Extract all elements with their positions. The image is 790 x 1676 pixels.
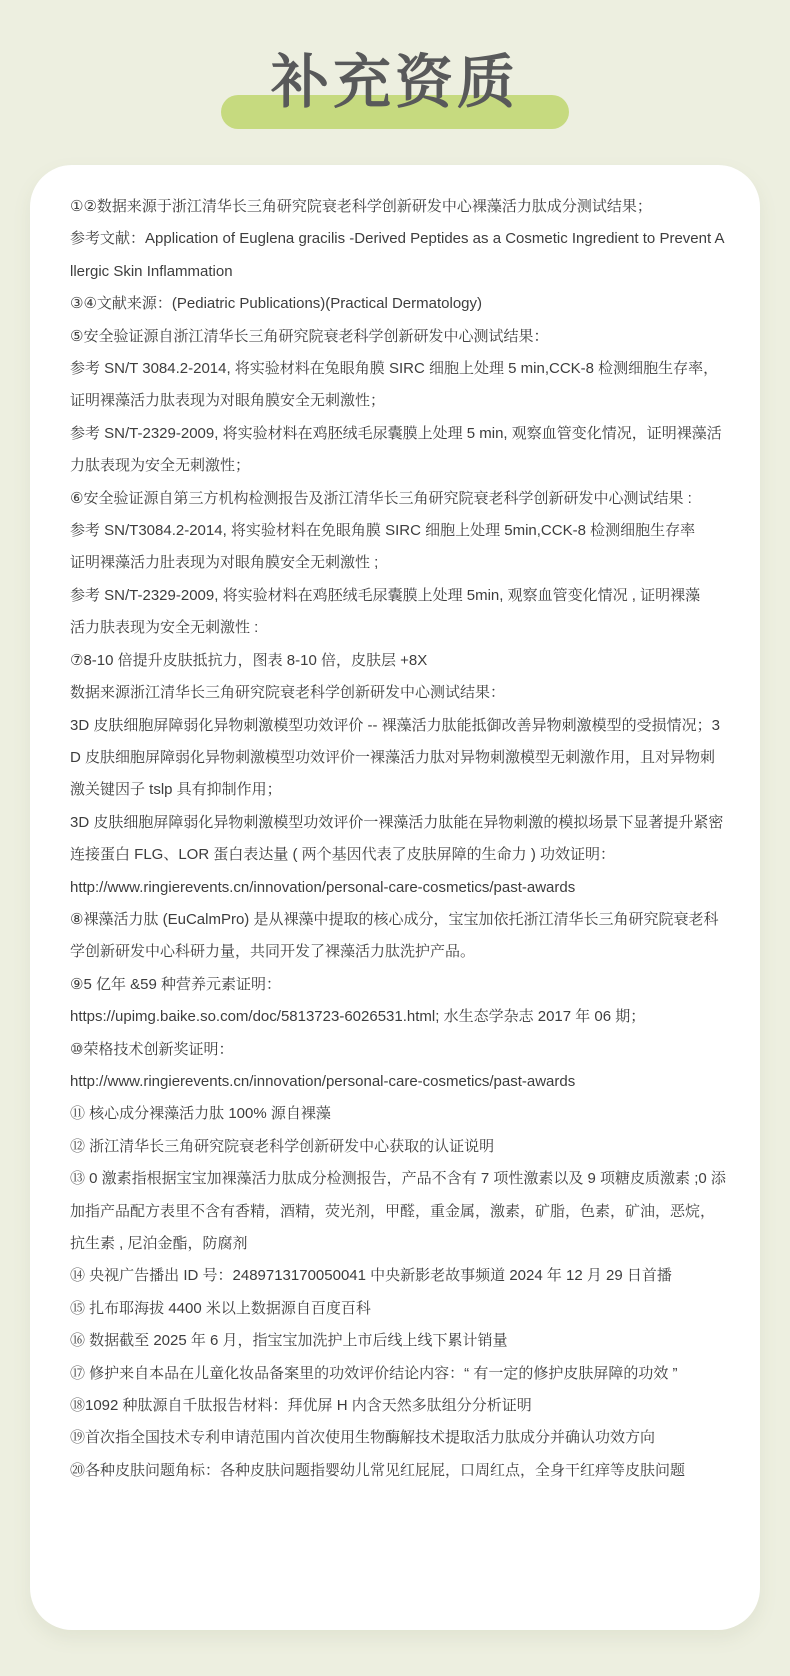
disclaimer-paragraph: 数据来源浙江清华长三角研究院衰老科学创新研发中心测试结果：	[70, 684, 506, 702]
disclaimer-paragraph: ⑬ 0 激素指根据宝宝加裸藻活力肽成分检测报告，产品不含有 7 项性激素以及 9 项糖皮质激素 ;0 添加指产品配方表里不含有香精，酒精，荧光剂，甲醛，重金属，激素，矿脂，色素，矿油，恶烷，抗生素 , 尼泊金酯，防腐剂	[70, 1170, 726, 1252]
page-title: 补充资质	[270, 50, 519, 115]
disclaimer-paragraph: ⑩荣格技术创新奖证明：	[70, 1040, 234, 1058]
disclaimer-paragraph: ⑤安全验证源自浙江清华长三角研究院衰老科学创新研发中心测试结果：	[70, 327, 549, 345]
disclaimer-paragraph: ⑧裸藻活力肽 (EuCalmPro) 是从裸藻中提取的核心成分，宝宝加依托浙江清华长三角研究院衰老科学创新研发中心科研力量，共同开发了裸藻活力肽洗护产品。	[70, 910, 719, 961]
disclaimer-paragraph: http://www.ringierevents.cn/innovation/personal-care-cosmetics/past-awards	[70, 878, 576, 896]
disclaimer-paragraph: 证明裸藻活力肚表现为对眼角膜安全无刺激性 ;	[70, 554, 379, 572]
disclaimer-paragraph: ⑦8-10 倍提升皮肤抵抗力，图表 8-10 倍，皮肤层 +8X	[70, 651, 428, 669]
disclaimer-paragraph: ⑥安全验证源自第三方机构检测报告及浙江清华长三角研究院衰老科学创新研发中心测试结果 :	[70, 489, 692, 507]
disclaimer-paragraph: ⑫ 浙江清华长三角研究院衰老科学创新研发中心获取的认证说明	[70, 1137, 495, 1155]
disclaimer-paragraph: ⑨5 亿年 &59 种营养元素证明：	[70, 975, 281, 993]
disclaimer-paragraph: 参考 SN/T-2329-2009, 将实验材料在鸡胚绒毛尿囊膜上处理 5 min, 观察血管变化情况，证明裸藻活力肽表现为安全无刺激性；	[70, 424, 722, 475]
disclaimer-paragraph: 参考 SN/T3084.2-2014, 将实验材料在免眼角膜 SIRC 细胞上处理 5min,CCK-8 检测细胞生存率	[70, 522, 696, 540]
disclaimer-paragraph: ⑲首次指全国技术专利申请范围内首次使用生物酶解技术提取活力肽成分并确认功效方向	[70, 1429, 656, 1447]
disclaimer-paragraph: 3D 皮肤细胞屏障弱化异物刺激模型功效评价一裸藻活力肽能在异物刺激的模拟场景下显著提升紧密连接蛋白 FLG、LOR 蛋白表达量 ( 两个基因代表了皮肤屏障的生命力 ) 功效证明：	[70, 813, 724, 864]
disclaimer-paragraph: 活力肤表现为安全无刺激性 :	[70, 619, 259, 637]
disclaimer-paragraph: 参考 SN/T 3084.2-2014, 将实验材料在兔眼角膜 SIRC 细胞上处理 5 min,CCK-8 检测细胞生存率，证明裸藻活力肽表现为对眼角膜安全无刺激性；	[70, 360, 719, 410]
disclaimer-paragraph: ⑪ 核心成分裸藻活力肽 100% 源自裸藻	[70, 1105, 331, 1123]
disclaimer-paragraph: ①②数据来源于浙江清华长三角研究院衰老科学创新研发中心裸藻活力肽成分测试结果；	[70, 198, 652, 215]
disclaimer-paragraph: 参考 SN/T-2329-2009, 将实验材料在鸡胚绒毛尿囊膜上处理 5min, 观察血管变化情况 , 证明裸藻	[70, 586, 701, 604]
disclaimer-paragraph: ⑱1092 种肽源自千肽报告材料：拜优屏 H 内含天然多肽组分分析证明	[70, 1397, 532, 1415]
qualifications-card	[30, 165, 760, 1630]
disclaimer-paragraph: https://upimg.baike.so.com/doc/5813723-6026531.html; 水生态学杂志 2017 年 06 期；	[70, 1008, 646, 1026]
disclaimer-paragraph: ⑮ 扎布耶海拔 4400 米以上数据源自百度百科	[70, 1299, 371, 1317]
disclaimer-paragraph: ⑳各种皮肤问题角标：各种皮肤问题指婴幼儿常见红屁屁，口周红点，全身干红痒等皮肤问题	[70, 1461, 686, 1479]
qualifications-text	[70, 191, 726, 1487]
disclaimer-paragraph: http://www.ringierevents.cn/innovation/personal-care-cosmetics/past-awards	[70, 1072, 576, 1090]
title-banner	[0, 0, 790, 165]
disclaimer-paragraph: ⑰ 修护来自本品在儿童化妆品备案里的功效评价结论内容：“ 有一定的修护皮肤屏障的功效 ”	[70, 1364, 678, 1382]
disclaimer-paragraph: ⑯ 数据截至 2025 年 6 月，指宝宝加洗护上市后线上线下累计销量	[70, 1332, 508, 1350]
disclaimer-paragraph: 参考文献：Application of Euglena gracilis -Derived Peptides as a Cosmetic Ingredient to Prevent Allergic Skin Inflammation	[70, 230, 725, 280]
disclaimer-paragraph: ⑭ 央视广告播出 ID 号：2489713170050041 中央新影老故事频道 2024 年 12 月 29 日首播	[70, 1267, 672, 1285]
disclaimer-paragraph: 3D 皮肤细胞屏障弱化异物刺激模型功效评价 -- 裸藻活力肽能抵御改善异物刺激模型的受损情况；3D 皮肤细胞屏障弱化异物刺激模型功效评价一裸藻活力肽对异物刺激模型无刺激作用，且对异物刺激关键因子 tslp 具有抑制作用；	[70, 716, 721, 799]
disclaimer-paragraph: ③④文献来源：(Pediatric Publications)(Practical Dermatology)	[70, 295, 483, 313]
